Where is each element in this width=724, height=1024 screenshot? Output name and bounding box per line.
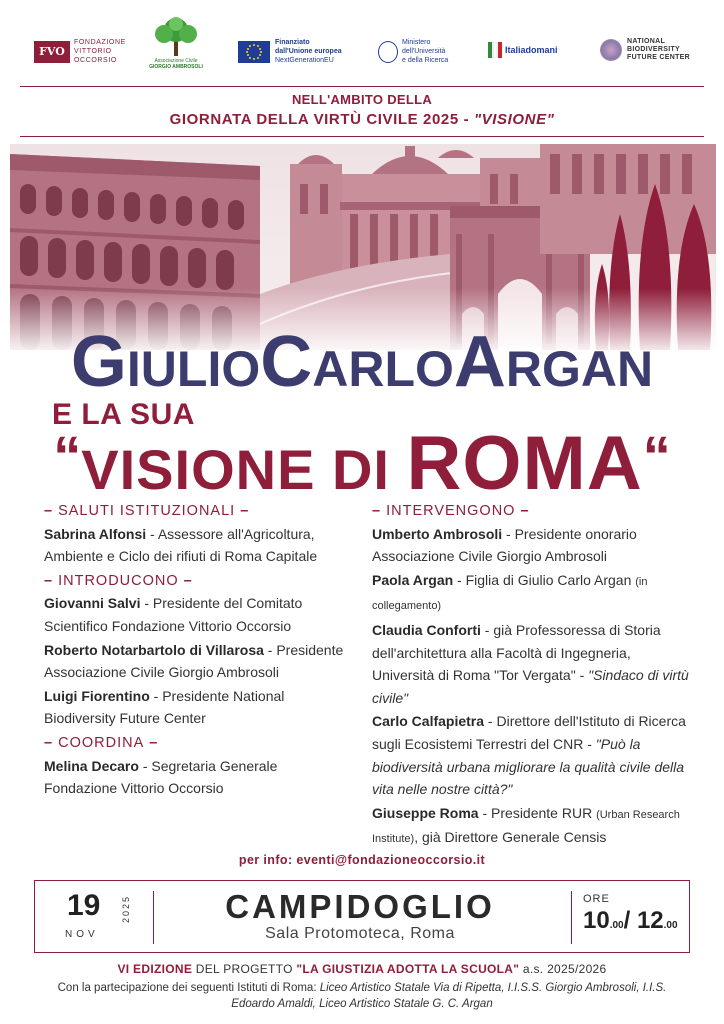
nbfc-logo: [600, 38, 690, 62]
eu-flag-icon: [238, 41, 270, 63]
section-intervengono: – INTERVENGONO –: [372, 503, 530, 519]
venue-name: CAMPIDOGLIO: [225, 888, 495, 925]
fvo-line1: FONDAZIONE: [74, 39, 126, 46]
time-label: ORE: [583, 893, 610, 905]
eu-logo: [238, 38, 342, 65]
ambito-line1: NELL'AMBITO DELLA: [291, 92, 433, 107]
eu-line3: NextGenerationEU: [275, 57, 334, 64]
event-venue: [155, 889, 565, 943]
venue-room: Sala Protomoteca, Roma: [265, 925, 455, 942]
ambito-heading: [0, 92, 724, 128]
ambrosoli-caption1: Associazione Civile: [154, 58, 198, 64]
speaker-entry: Roberto Notarbartolo di Villarosa - Presidente Associazione Civile Giorgio Ambrosoli: [44, 641, 344, 681]
ambrosoli-logo: [148, 16, 204, 70]
fvo-mark: FVO: [34, 41, 70, 63]
seal-icon: [378, 41, 398, 63]
italiadomani-logo: [488, 42, 558, 58]
mur-line1: Ministero: [402, 39, 431, 46]
eu-line1: Finanziato: [275, 39, 310, 46]
speaker-entry: Giovanni Salvi - Presidente del Comitato Scientifico Fondazione Vittorio Occorsio: [44, 595, 303, 634]
ambito-rule: [20, 136, 704, 137]
speaker-entry: Luigi Fiorentino - Presidente National Biodiversity Future Center: [44, 687, 285, 727]
event-day: 19: [67, 889, 101, 922]
speaker-entry: Carlo Calfapietra - Direttore dell'Istituto di Ricerca sugli Ecosistemi Terrestri del CNR - "Può la biodiversità urbana migliorare la qualità civile della vita nelle nostre città?": [372, 713, 686, 798]
event-details-box: [34, 880, 690, 953]
mur-logo: [378, 38, 448, 65]
speaker-entry: Sabrina Alfonsi - Assessore all'Agricoltura, Ambiente e Ciclo dei rifiuti di Roma Capitale: [44, 525, 318, 565]
event-month: NOV: [65, 929, 99, 940]
fvo-line3: OCCORSIO: [74, 57, 117, 64]
edition-line: VI EDIZIONE DEL PROGETTO "LA GIUSTIZIA ADOTTA LA SCUOLA" a.s. 2025/2026: [117, 962, 607, 976]
fvo-line2: VITTORIO: [74, 48, 112, 55]
ambito-line2: GIORNATA DELLA VIRTÙ CIVILE 2025 - "VISIONE": [169, 111, 555, 128]
event-year: 2025: [121, 895, 131, 924]
section-introducono: – INTRODUCONO –: [44, 572, 193, 589]
nbfc-line3: FUTURE CENTER: [627, 54, 691, 61]
time-range: 10.00/ 12.00: [583, 907, 678, 934]
divider: [153, 891, 154, 944]
mur-line2: dell'Università: [402, 48, 446, 55]
logo-bar: [0, 14, 724, 76]
speaker-entry: Umberto Ambrosoli - Presidente onorario Associazione Civile Giorgio Ambrosoli: [372, 525, 637, 565]
speaker-entry: Claudia Conforti - già Professoressa di Storia dell'architettura alla Facoltà di Ingegneria, Università di Roma "Tor Vergata" - "Sindaco di virtù civile": [372, 621, 689, 706]
ambrosoli-caption2: GIORGIO AMBROSOLI: [149, 64, 203, 70]
italiadomani-label: Italiadomani: [505, 45, 558, 55]
title-visione: “VISIONE DI ROMA“: [53, 421, 671, 506]
rome-illustration: [10, 144, 716, 350]
participants-line: Con la partecipazione dei seguenti Istituti di Roma: Liceo Artistico Statale Via di Ripetta, I.I.S.S. Giorgio Ambrosoli, I.I.S. Edoardo Amaldi, Liceo Artistico Statale G. C. Argan: [57, 982, 667, 1010]
event-time: [583, 893, 678, 935]
mur-line3: e della Ricerca: [402, 57, 449, 64]
fvo-logo: [34, 38, 126, 65]
section-coordina: – COORDINA –: [44, 734, 159, 751]
biodiversity-icon: [600, 39, 622, 61]
section-saluti: – SALUTI ISTITUZIONALI –: [44, 503, 250, 519]
top-rule: [20, 86, 704, 87]
tree-icon: [148, 16, 204, 58]
info-contact[interactable]: per info: eventi@fondazioneoccorsio.it: [238, 853, 486, 867]
divider: [571, 891, 572, 944]
title-name: GIULIOCARLOARGAN: [70, 322, 654, 402]
speakers-left-column: [44, 498, 354, 801]
italy-icon: [488, 42, 502, 58]
nbfc-line1: NATIONAL: [627, 38, 666, 45]
speaker-entry: Giuseppe Roma - Presidente RUR (Urban Research Institute), già Direttore Generale Censis: [372, 804, 680, 846]
speaker-entry: Melina Decaro - Segretaria Generale Fondazione Vittorio Occorsio: [44, 757, 278, 797]
event-date: [57, 887, 147, 947]
speakers-right-column: [372, 498, 692, 852]
speaker-entry: Paola Argan - Figlia di Giulio Carlo Argan (in collegamento): [372, 571, 648, 613]
eu-line2: dall'Unione europea: [275, 48, 342, 55]
title-subtitle: E LA SUA: [52, 398, 195, 431]
nbfc-line2: BIODIVERSITY: [627, 46, 680, 53]
